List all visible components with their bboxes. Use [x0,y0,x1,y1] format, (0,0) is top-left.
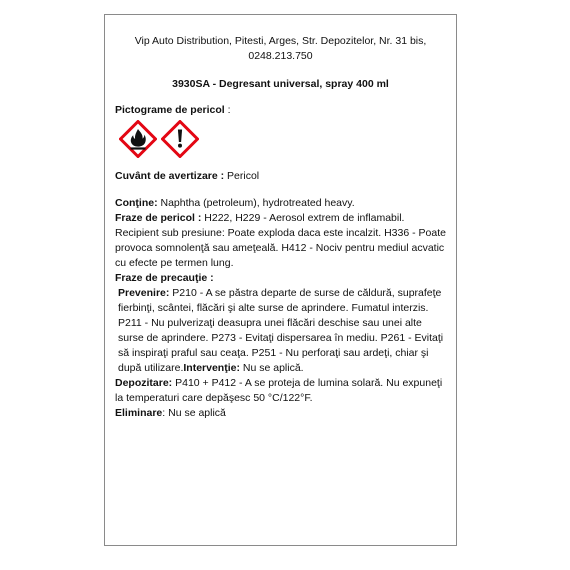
product-label [104,14,457,546]
hazard-phrases-value: H222, H229 - Aerosol extrem de inflamabil. Recipient sub presiune: Poate exploda daca este incalzit. H336 - Poate provoca somnolenţă sau ameţeală. H412 - Nociv pentru mediul acvatic cu efecte pe termen lung. [115,212,446,269]
disposal-value: : Nu se aplică [162,407,226,419]
prevention-value: P210 - A se păstra departe de surse de căldură, suprafeţe fierbinţi, scântei, flăcări şi alte surse de aprindere. Fumatul interzis. P211 - Nu pulverizaţi deasupra unei flăcări deschise sau unei alte surse de aprindere. P273 - Evitaţi dispersarea în mediu. P261 - Evitaţi să inspiraţi praful sau ceaţa. P251 - Nu perforaţi sau ardeţi, chiar şi după utilizare. [118,287,444,374]
prevention-paragraph [115,286,446,376]
pictograms-suffix: : [224,104,231,116]
signal-word-label: Cuvânt de avertizare : [115,170,225,182]
storage-paragraph [115,376,446,406]
safety-text-block [115,196,446,421]
contains-line [115,196,446,211]
pictograms-heading [115,103,446,118]
contains-label: Conţine: [115,197,158,209]
signal-word-value: Pericol [224,170,260,182]
prevention-label: Prevenire: [118,287,170,299]
contains-value: Naphtha (petroleum), hydrotreated heavy. [157,197,355,209]
product-title: 3930SA - Degresant universal, spray 400 ml [172,78,389,90]
storage-value: P410 + P412 - A se proteja de lumina solară. Nu expuneţi la temperaturi care depăşesc 50 °C/122°F. [115,377,443,404]
intervention-label: Intervenţie: [183,362,240,374]
pictograms-label: Pictograme de pericol [115,104,225,116]
disposal-paragraph [115,406,446,421]
hazard-phrases-paragraph [115,211,446,271]
intervention-value: Nu se aplică. [239,362,304,374]
hazard-phrases-label: Fraze de pericol : [115,212,202,224]
company-info: Vip Auto Distribution, Pitesti, Arges, Str. Depozitelor, Nr. 31 bis, 0248.213.750 [134,35,427,62]
precaution-heading: Fraze de precauţie : [115,272,214,284]
signal-word-line [115,169,446,184]
pictogram-row [119,120,446,158]
exclamation-hazard-icon [161,120,199,158]
disposal-label: Eliminare [115,407,163,419]
flame-hazard-icon [119,120,157,158]
storage-label: Depozitare: [115,377,173,389]
